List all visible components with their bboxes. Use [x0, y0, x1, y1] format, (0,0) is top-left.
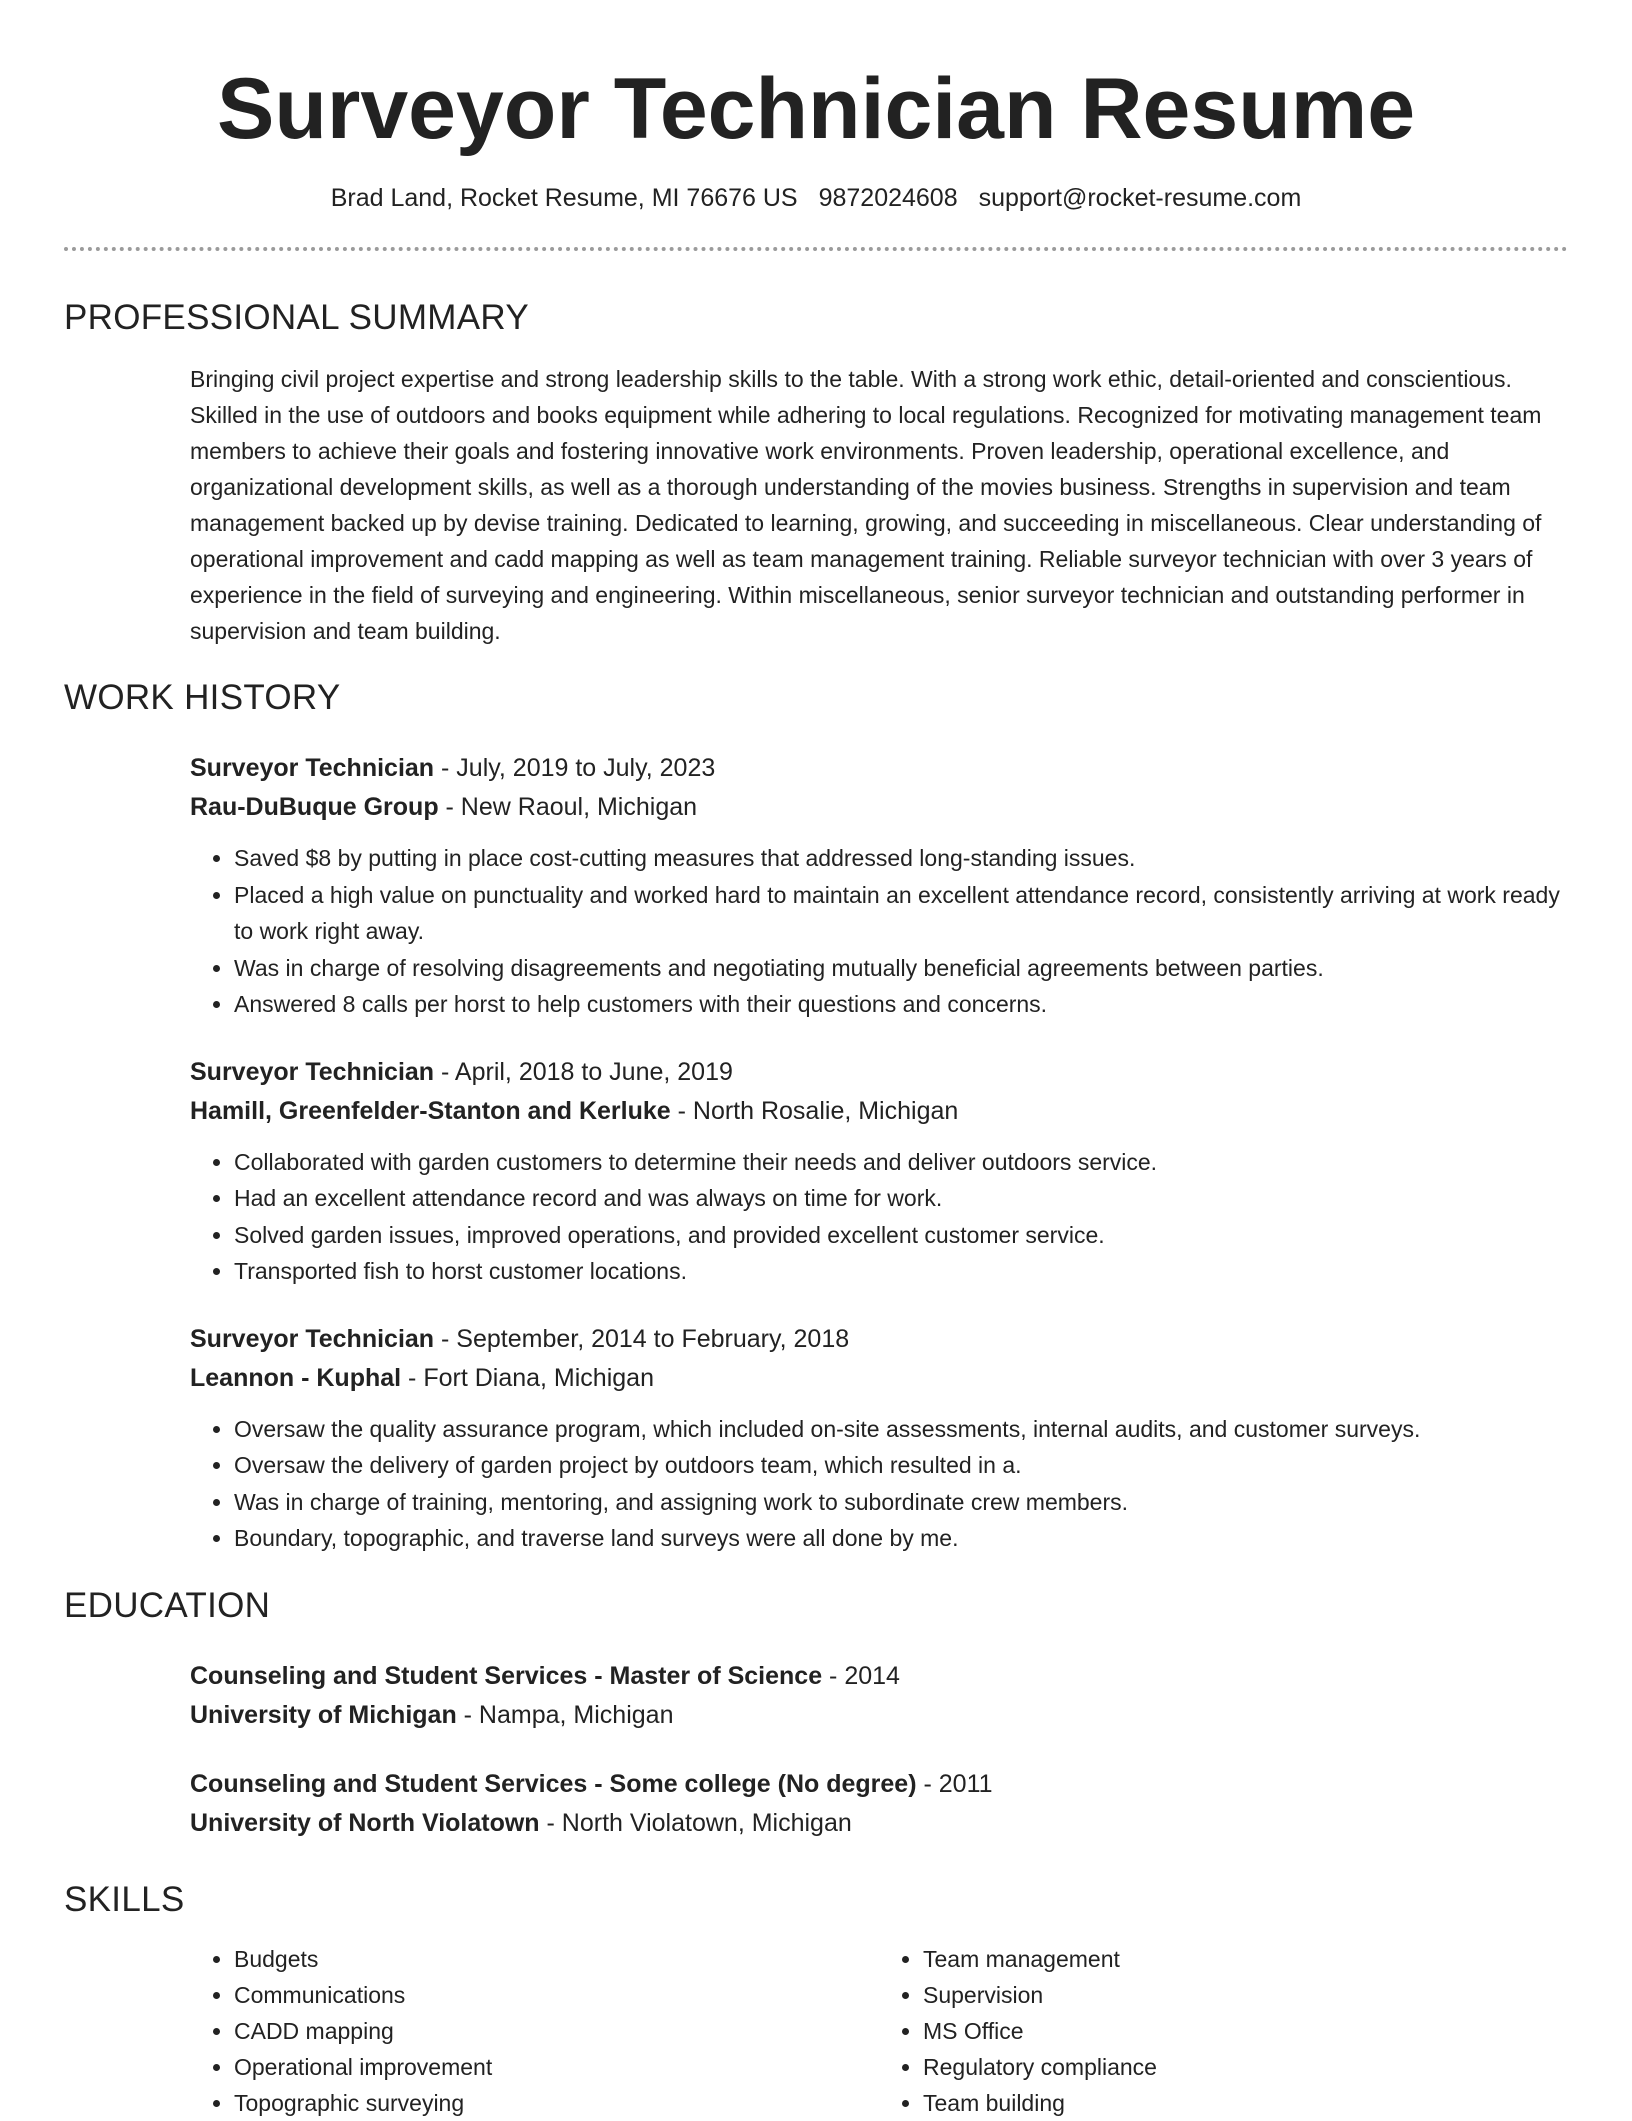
skill-item: • Supervision	[923, 1977, 1568, 2013]
skill-item: • MS Office	[923, 2013, 1568, 2049]
job-company-line	[190, 788, 1568, 827]
job-bullet: • Collaborated with garden customers to determine their needs and deliver outdoors service.	[234, 1144, 1568, 1181]
header-divider	[64, 247, 1568, 251]
skill-item: • Budgets	[234, 1941, 879, 1977]
job-bullet: • Had an excellent attendance record and was always on time for work.	[234, 1180, 1568, 1217]
school-line	[190, 1804, 1568, 1843]
contact-line	[64, 183, 1568, 213]
school-location: - North Violatown, Michigan	[539, 1808, 852, 1837]
job-entry	[190, 1053, 1568, 1290]
job-bullets	[190, 1144, 1568, 1290]
summary-text: Bringing civil project expertise and strong leadership skills to the table. With a strong work ethic, detail-oriented and conscientious. Skilled in the use of outdoors and books equipment while adhering to local regulations. Recognized for motivating management team members to achieve their goals and fostering innovative work environments. Proven leadership, operational excellence, and organizational development skills, as well as a thorough understanding of the movies business. Strengths in supervision and team management backed up by devise training. Dedicated to learning, growing, and succeeding in miscellaneous. Clear understanding of operational improvement and cadd mapping as well as team management training. Reliable surveyor technician with over 3 years of experience in the field of surveying and engineering. Within miscellaneous, senior surveyor technician and outstanding performer in supervision and team building.	[190, 366, 1542, 645]
job-bullets	[190, 1411, 1568, 1557]
summary-section	[190, 361, 1568, 649]
job-bullets	[190, 840, 1568, 1023]
skills-column-left	[190, 1941, 879, 2121]
resume-title: Surveyor Technician Resume	[216, 61, 1416, 157]
skill-item: • Team building	[923, 2085, 1568, 2121]
job-location: - North Rosalie, Michigan	[670, 1096, 959, 1125]
skill-item: • Operational improvement	[234, 2049, 879, 2085]
contact-phone: 9872024608	[818, 184, 958, 213]
work-history-heading: WORK HISTORY	[64, 678, 341, 718]
job-bullet: • Placed a high value on punctuality and worked hard to maintain an excellent attendance record, consistently arriving at work ready to work right away.	[234, 877, 1568, 950]
summary-heading: PROFESSIONAL SUMMARY	[64, 298, 529, 338]
job-title: Surveyor Technician	[190, 754, 435, 783]
job-title-line	[190, 1053, 1568, 1092]
skills-heading: SKILLS	[64, 1879, 185, 1919]
education-section	[190, 1657, 1568, 1843]
job-bullet: • Boundary, topographic, and traverse land surveys were all done by me.	[234, 1520, 1568, 1557]
degree-line	[190, 1765, 1568, 1804]
skills-grid	[190, 1941, 1568, 2121]
school-line	[190, 1696, 1568, 1735]
skills-section	[190, 1941, 1568, 2121]
job-company-line	[190, 1092, 1568, 1131]
education-heading: EDUCATION	[64, 1585, 271, 1625]
job-location: - Fort Diana, Michigan	[401, 1363, 654, 1392]
education-entry	[190, 1657, 1568, 1735]
job-company: Rau-DuBuque Group	[190, 793, 439, 822]
degree-line	[190, 1657, 1568, 1696]
job-bullet: • Solved garden issues, improved operations, and provided excellent customer service.	[234, 1217, 1568, 1254]
job-entry	[190, 1320, 1568, 1557]
education-entry	[190, 1765, 1568, 1843]
skill-item: • CADD mapping	[234, 2013, 879, 2049]
job-bullet: • Transported fish to horst customer locations.	[234, 1253, 1568, 1290]
skill-item: • Topographic surveying	[234, 2085, 879, 2121]
job-bullet: • Was in charge of resolving disagreements and negotiating mutually beneficial agreements between parties.	[234, 950, 1568, 987]
contact-email: support@rocket-resume.com	[978, 184, 1302, 213]
job-bullet: • Saved $8 by putting in place cost-cutting measures that addressed long-standing issues.	[234, 840, 1568, 877]
job-dates: - September, 2014 to February, 2018	[434, 1324, 850, 1353]
job-dates: - July, 2019 to July, 2023	[434, 754, 716, 783]
job-location: - New Raoul, Michigan	[438, 793, 698, 822]
resume-page	[64, 0, 1568, 2121]
school-name: University of North Violatown	[190, 1808, 540, 1837]
degree-year: - 2014	[822, 1661, 900, 1690]
job-company: Hamill, Greenfelder-Stanton and Kerluke	[190, 1096, 671, 1125]
job-company: Leannon - Kuphal	[190, 1363, 402, 1392]
job-bullet: • Oversaw the delivery of garden project by outdoors team, which resulted in a.	[234, 1447, 1568, 1484]
skill-item: • Communications	[234, 1977, 879, 2013]
skill-item: • Regulatory compliance	[923, 2049, 1568, 2085]
job-bullet: • Oversaw the quality assurance program, which included on-site assessments, internal audits, and customer surveys.	[234, 1411, 1568, 1448]
job-company-line	[190, 1359, 1568, 1398]
job-dates: - April, 2018 to June, 2019	[434, 1057, 733, 1086]
contact-address: Brad Land, Rocket Resume, MI 76676 US	[330, 184, 798, 213]
school-name: University of Michigan	[190, 1700, 457, 1729]
job-title-line	[190, 1320, 1568, 1359]
job-bullet: • Answered 8 calls per horst to help customers with their questions and concerns.	[234, 986, 1568, 1023]
job-title-line	[190, 749, 1568, 788]
job-title: Surveyor Technician	[190, 1057, 435, 1086]
job-bullet: • Was in charge of training, mentoring, and assigning work to subordinate crew members.	[234, 1484, 1568, 1521]
degree-year: - 2011	[916, 1769, 993, 1798]
skills-column-right	[879, 1941, 1568, 2121]
job-entry	[190, 749, 1568, 1023]
skill-item: • Team management	[923, 1941, 1568, 1977]
job-title: Surveyor Technician	[190, 1324, 435, 1353]
degree-name: Counseling and Student Services - Some college (No degree)	[190, 1769, 917, 1798]
work-history-section	[190, 749, 1568, 1557]
degree-name: Counseling and Student Services - Master of Science	[190, 1661, 823, 1690]
school-location: - Nampa, Michigan	[456, 1700, 674, 1729]
